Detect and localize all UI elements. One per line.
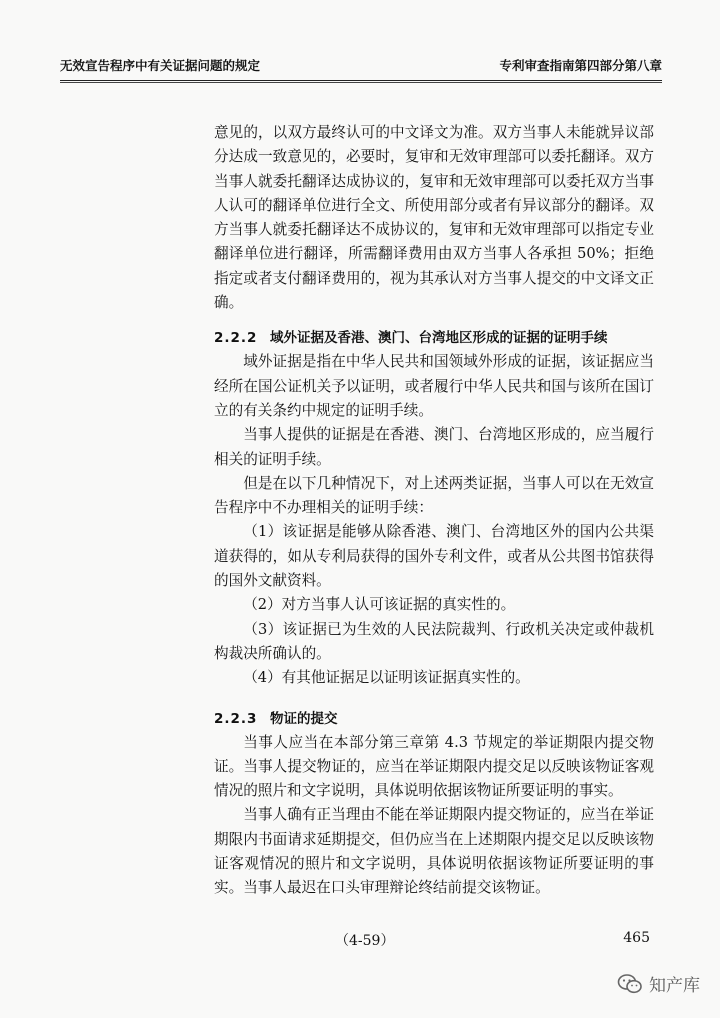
watermark [617,971,700,996]
section-number: 2.2.3 [214,710,258,727]
list-item: （3）该证据已为生效的人民法院裁判、行政机关决定或仲裁机构裁决所确认的。 [214,620,654,662]
section-title: 域外证据及香港、澳门、台湾地区形成的证据的证明手续 [270,330,608,347]
paragraph: 当事人确有正当理由不能在举证期限内提交物证的，应当在举证期限内书面请求延期提交，但仍应当在上述期限内提交足以反映该物证客观情况的照片和文字说明，具体说明依据该物证所要证明的事实。当事人最迟在口头审理辩论终结前提交该物证。 [214,806,654,897]
watermark-text: 知产库 [649,976,700,996]
list-item: （2）对方当事人认可该证据的真实性的。 [243,596,516,614]
header-rule [60,82,662,83]
body-text [214,121,654,901]
section-title: 物证的提交 [270,710,338,727]
paragraph: 当事人应当在本部分第三章第 4.3 节规定的举证期限内提交物证。当事人提交物证的，应当在举证期限内提交足以反映该物证客观情况的照片和文字说明，具体说明依据该物证所要证明的事实。 [214,733,654,800]
header-right-title: 专利审查指南第四部分第八章 [499,58,662,73]
section-heading-2-2-2 [214,326,654,350]
running-header [60,56,662,81]
list-item: （4）有其他证据足以证明该证据真实性的。 [243,669,530,687]
page-footer [0,930,720,952]
section-number: 2.2.2 [214,330,258,347]
page-code: （4-59） [335,933,395,949]
paragraph: 当事人提供的证据是在香港、澳门、台湾地区形成的，应当履行相关的证明手续。 [214,426,654,468]
header-left-title: 无效宣告程序中有关证据问题的规定 [60,58,261,73]
paragraph: 域外证据是指在中华人民共和国领域外形成的证据，该证据应当经所在国公证机关予以证明，或者履行中华人民共和国与该所在国订立的有关条约中规定的证明手续。 [214,353,654,419]
section-heading-2-2-3 [214,707,654,731]
paragraph: 但是在以下几种情况下，对上述两类证据，当事人可以在无效宣告程序中不办理相关的证明手续： [214,474,654,517]
wechat-icon [617,973,643,995]
paragraph-continued: 意见的，以双方最终认可的中文译文为准。双方当事人未能就异议部分达成一致意见的，必要时，复审和无效审理部可以委托翻译。双方当事人就委托翻译达成协议的，复审和无效审理部可以委托双方当事人认可的翻译单位进行全文、所使用部分或者有异议部分的翻译。双方当事人就委托翻译达不成协议的，复审和无效审理部可以指定专业翻译单位进行翻译，所需翻译费用由双方当事人各承担 50%；拒绝指定或者支付翻译费用的，视为其承认对方当事人提交的中文译文正确。 [214,124,654,312]
list-item: （1）该证据是能够从除香港、澳门、台湾地区外的国内公共渠道获得的，如从专利局获得的国外专利文件，或者从公共图书馆获得的国外文献资料。 [214,523,654,590]
page-number: 465 [623,930,650,946]
